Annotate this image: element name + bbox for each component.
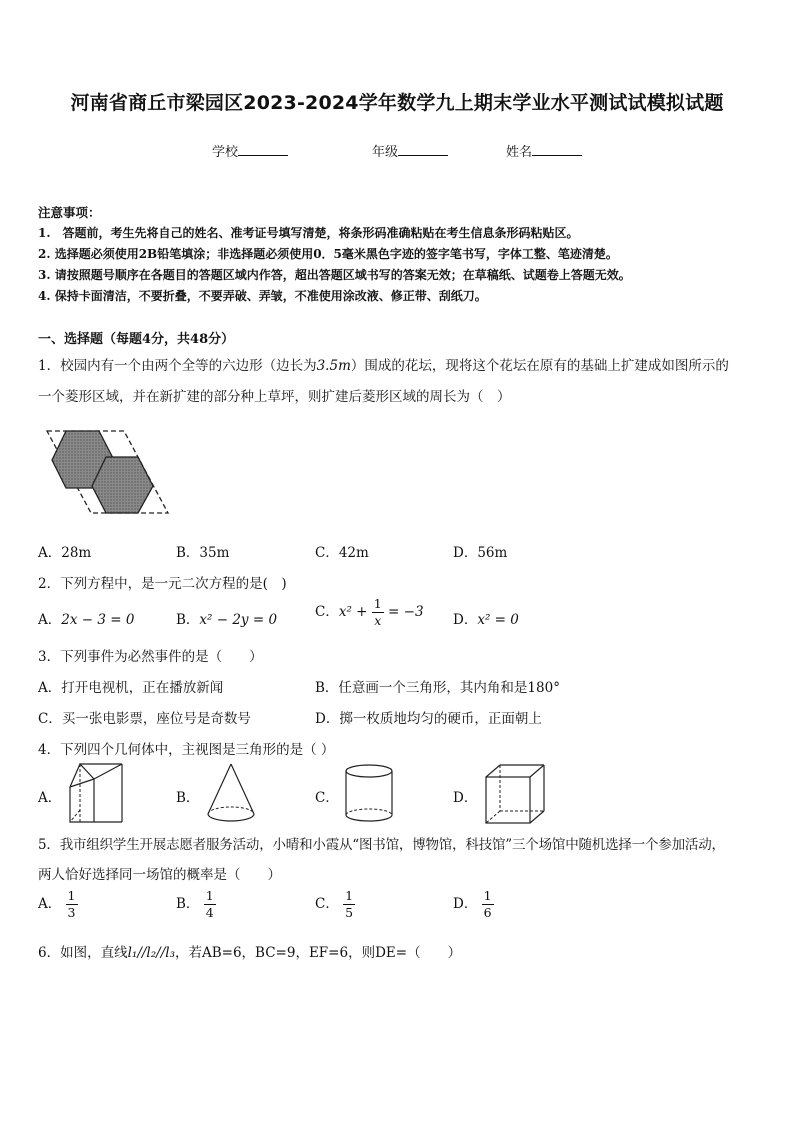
grade-label: 年级 (372, 145, 399, 160)
q6-text-b: ，若AB=6，BC=9，EF=6，则DE=（ ） (174, 945, 462, 961)
fraction-denominator: x (374, 612, 382, 628)
q5-option-a (38, 890, 78, 919)
question-1-line-1 (38, 354, 729, 374)
cube-figure (484, 763, 546, 825)
fraction-denominator: 3 (67, 904, 76, 920)
note-item: 2. 选择题必须使用2B铅笔填涂；非选择题必须使用0．5毫米黑色字迹的签字笔书写，字体工整、笔迹清楚。 (38, 247, 618, 261)
fraction-denominator: 6 (483, 904, 492, 920)
q2-option-c-expr-b: = −3 (388, 604, 424, 620)
notes-heading: 注意事项： (38, 205, 101, 220)
q4-option-c-label: C． (315, 790, 339, 806)
q3-option-a: A．打开电视机，正在播放新闻 (38, 680, 224, 696)
rhombus-hexagon-figure (44, 424, 174, 520)
q2-option-b (176, 608, 277, 628)
q1-option-c: C．42m (315, 545, 369, 561)
q5-option-d (453, 890, 494, 919)
name-label: 姓名 (506, 145, 533, 160)
q2-option-c-expr-a: x² + (338, 604, 368, 620)
q1-option-a: A．28m (38, 545, 92, 561)
fraction-numerator: 1 (345, 888, 354, 903)
triangular-prism-figure (68, 762, 124, 824)
q5-option-d-label: D． (453, 896, 478, 912)
question-1-line-2: 一个菱形区域，并在新扩建的部分种上草坪，则扩建后菱形区域的周长为（ ） (38, 389, 511, 405)
question-5-line-1: 5．我市组织学生开展志愿者服务活动，小晴和小霞从“图书馆，博物馆，科技馆”三个场馆中随机选择一个参加活动， (38, 837, 725, 853)
q2-option-a-expr: 2x − 3 = 0 (61, 612, 135, 628)
q1-side-length: 3.5m (316, 358, 351, 374)
note-item: 1. 答题前，考生先将自己的姓名、准考证号填写清楚，将条形码准确粘贴在考生信息条形码粘贴区。 (38, 226, 579, 240)
school-field (212, 141, 288, 160)
q1-option-b: B．35m (176, 545, 230, 561)
q5-option-b-fraction (204, 890, 216, 919)
q5-option-c-fraction (343, 890, 355, 919)
q1-text-b: ）围成的花坛，现将这个花坛在原有的基础上扩建成如图所示的 (350, 358, 729, 374)
fraction-denominator: 5 (345, 904, 354, 920)
q2-option-c-label: C． (315, 604, 339, 620)
school-label: 学校 (212, 145, 239, 160)
q2-option-a-label: A． (38, 612, 62, 628)
fraction-numerator: 1 (205, 888, 214, 903)
q2-option-d-expr: x² = 0 (477, 612, 519, 628)
fraction-numerator: 1 (67, 888, 76, 903)
fraction-numerator: 1 (373, 596, 382, 611)
question-6-stem (38, 941, 461, 961)
question-3-stem: 3．下列事件为必然事件的是（ ） (38, 649, 263, 665)
q5-option-a-fraction (66, 890, 78, 919)
q5-option-c (315, 890, 355, 919)
q6-text-a: 6．如图，直线 (38, 945, 128, 961)
question-2-stem: 2．下列方程中，是一元二次方程的是( ) (38, 576, 287, 592)
note-item: 3. 请按照题号顺序在各题目的答题区域内作答，超出答题区域书写的答案无效；在草稿纸、试题卷上答题无效。 (38, 268, 631, 282)
q2-option-c-fraction (372, 598, 384, 627)
note-item: 4. 保持卡面清洁，不要折叠，不要弄破、弄皱，不准使用涂改液、修正带、刮纸刀。 (38, 289, 487, 303)
q5-option-c-label: C． (315, 896, 339, 912)
fraction-denominator: 4 (205, 904, 214, 920)
q1-option-d: D．56m (453, 545, 508, 561)
q2-option-d-label: D． (453, 612, 478, 628)
fraction-numerator: 1 (483, 888, 492, 903)
section-heading: 一、选择题（每题4分，共48分） (38, 332, 235, 347)
q6-parallel-lines: l₁//l₂//l₃ (127, 945, 175, 961)
q2-option-a (38, 608, 134, 628)
q4-option-b-label: B． (176, 790, 200, 806)
q5-option-b-label: B． (176, 896, 200, 912)
name-blank (532, 143, 582, 156)
q4-option-d-label: D． (453, 790, 478, 806)
q2-option-c (315, 598, 424, 627)
q2-option-b-expr: x² − 2y = 0 (199, 612, 278, 628)
q5-option-a-label: A． (38, 896, 62, 912)
q2-option-d (453, 608, 519, 628)
question-5-line-2: 两人恰好选择同一场馆的概率是（ ） (38, 867, 281, 883)
question-4-stem: 4．下列四个几何体中，主视图是三角形的是（ ） (38, 742, 335, 758)
cone-figure (205, 762, 257, 824)
q5-option-b (176, 890, 216, 919)
cylinder-figure (344, 763, 394, 825)
page-title: 河南省商丘市梁园区2023-2024学年数学九上期末学业水平测试试模拟试题 (70, 92, 724, 114)
q3-option-d: D．掷一枚质地均匀的硬币，正面朝上 (315, 711, 542, 727)
school-blank (238, 143, 288, 156)
grade-blank (398, 143, 448, 156)
q3-option-c: C．买一张电影票，座位号是奇数号 (38, 711, 251, 727)
q4-option-a-label: A． (38, 790, 62, 806)
grade-field (372, 141, 448, 160)
q2-option-b-label: B． (176, 612, 200, 628)
q1-text-a: 1．校园内有一个由两个全等的六边形（边长为 (38, 358, 317, 374)
name-field (506, 141, 582, 160)
q3-option-b: B．任意画一个三角形，其内角和是180° (315, 680, 560, 696)
q5-option-d-fraction (482, 890, 494, 919)
